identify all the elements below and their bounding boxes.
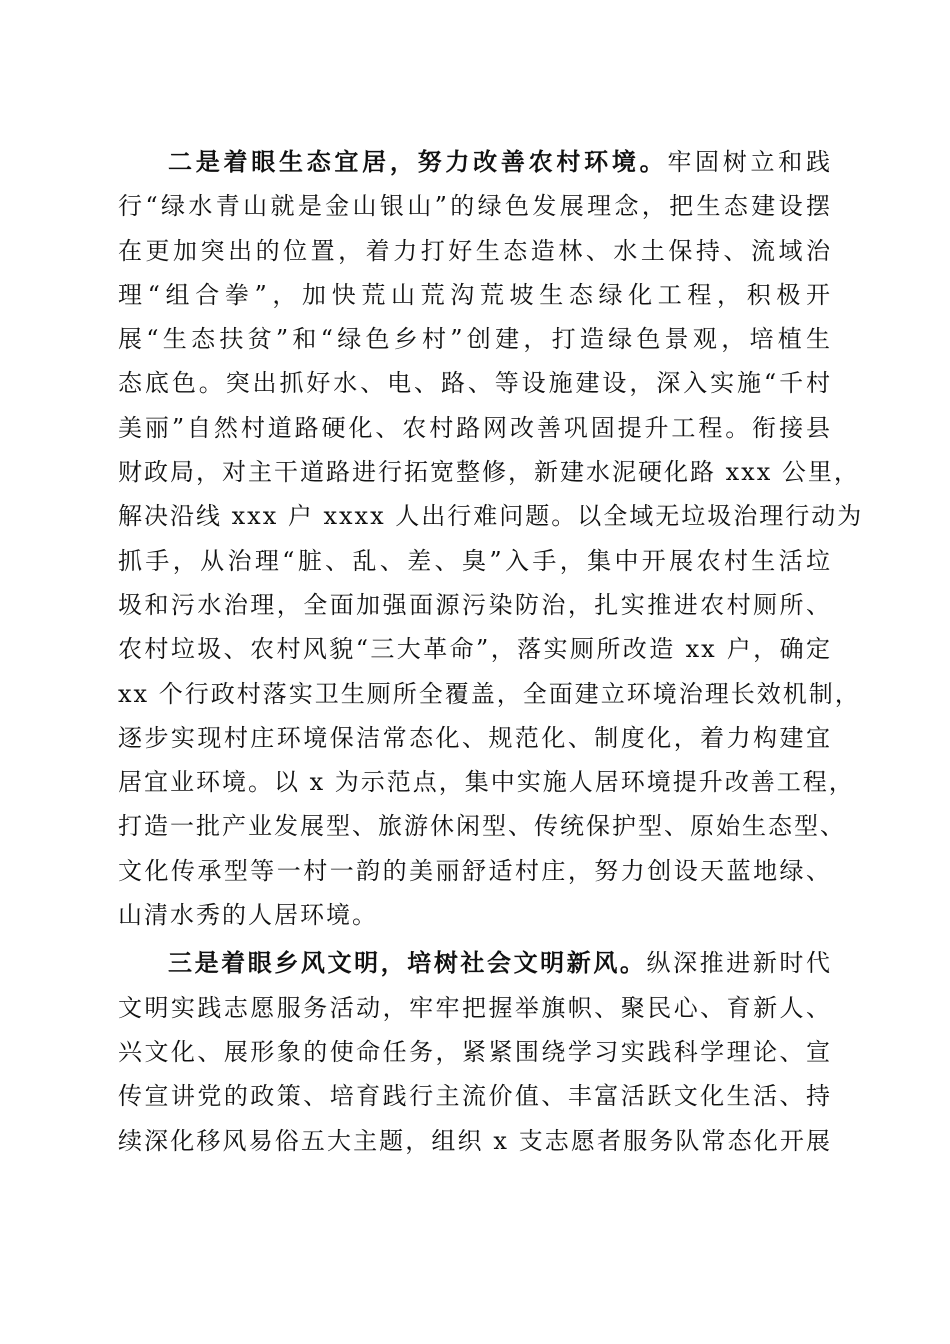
paragraph-line: 态底色。突出抓好水、电、路、等设施建设，深入实施“千村 [118, 369, 832, 398]
paragraph-line [118, 941, 832, 985]
paragraph-line: 财政局，对主干道路进行拓宽整修，新建水泥硬化路 xxx 公里， [118, 458, 860, 487]
paragraph-line: 在更加突出的位置，着力打好生态造林、水土保持、流域治 [118, 236, 832, 265]
paragraph-line: 传宣讲党的政策、培育践行主流价值、丰富活跃文化生活、持 [118, 1082, 832, 1111]
paragraph-line: 圾和污水治理，全面加强面源污染防治，扎实推进农村厕所、 [118, 590, 832, 619]
paragraph-line: 居宜业环境。以 x 为示范点，集中实施人居环境提升改善工程， [118, 768, 855, 797]
paragraph-line: 续深化移风易俗五大主题，组织 x 支志愿者服务队常态化开展 [118, 1126, 832, 1155]
paragraph-line: 抓手，从治理“脏、乱、差、臭”入手，集中开展农村生活垃 [118, 546, 832, 575]
paragraph-line: xx 个行政村落实卫生厕所全覆盖，全面建立环境治理长效机制， [118, 679, 861, 708]
document-body [118, 140, 864, 1163]
paragraph-ecology [118, 140, 864, 937]
paragraph-line: 文化传承型等一村一韵的美丽舒适村庄，努力创设天蓝地绿、 [118, 856, 832, 885]
paragraph-line-text: 牢固树立和践 [667, 148, 833, 176]
paragraph-line: 逐步实现村庄环境保洁常态化、规范化、制度化，着力构建宜 [118, 723, 832, 752]
paragraph-line: 文明实践志愿服务活动，牢牢把握举旗帜、聚民心、育新人、 [118, 993, 832, 1022]
paragraph-line-text: 纵深推进新时代 [646, 949, 832, 978]
paragraph-line: 展“生态扶贫”和“绿色乡村”创建，打造绿色景观，培植生 [118, 325, 832, 354]
paragraph-line: 理“组合拳”，加快荒山荒沟荒坡生态绿化工程，积极开 [118, 280, 832, 309]
paragraph-line: 打造一批产业发展型、旅游休闲型、传统保护型、原始生态型、 [118, 812, 846, 841]
paragraph-line: 农村垃圾、农村风貌“三大革命”，落实厕所改造 xx 户，确定 [118, 635, 832, 664]
paragraph-line: 山清水秀的人居环境。 [118, 901, 378, 930]
paragraph-line: 美丽”自然村道路硬化、农村路网改善巩固提升工程。衔接县 [118, 413, 832, 442]
paragraph-line: 解决沿线 xxx 户 xxxx 人出行难问题。以全域无垃圾治理行动为 [118, 502, 864, 531]
paragraph-lead-heading: 二是着眼生态宜居，努力改善农村环境。 [168, 148, 668, 176]
paragraph-line: 行“绿水青山就是金山银山”的绿色发展理念，把生态建设摆 [118, 192, 832, 221]
paragraph-lead-heading: 三是着眼乡风文明，培树社会文明新风。 [168, 949, 647, 978]
paragraph-line [118, 140, 832, 184]
paragraph-civilization [118, 941, 832, 1162]
paragraph-line: 兴文化、展形象的使命任务，紧紧围绕学习实践科学理论、宣 [118, 1037, 832, 1066]
